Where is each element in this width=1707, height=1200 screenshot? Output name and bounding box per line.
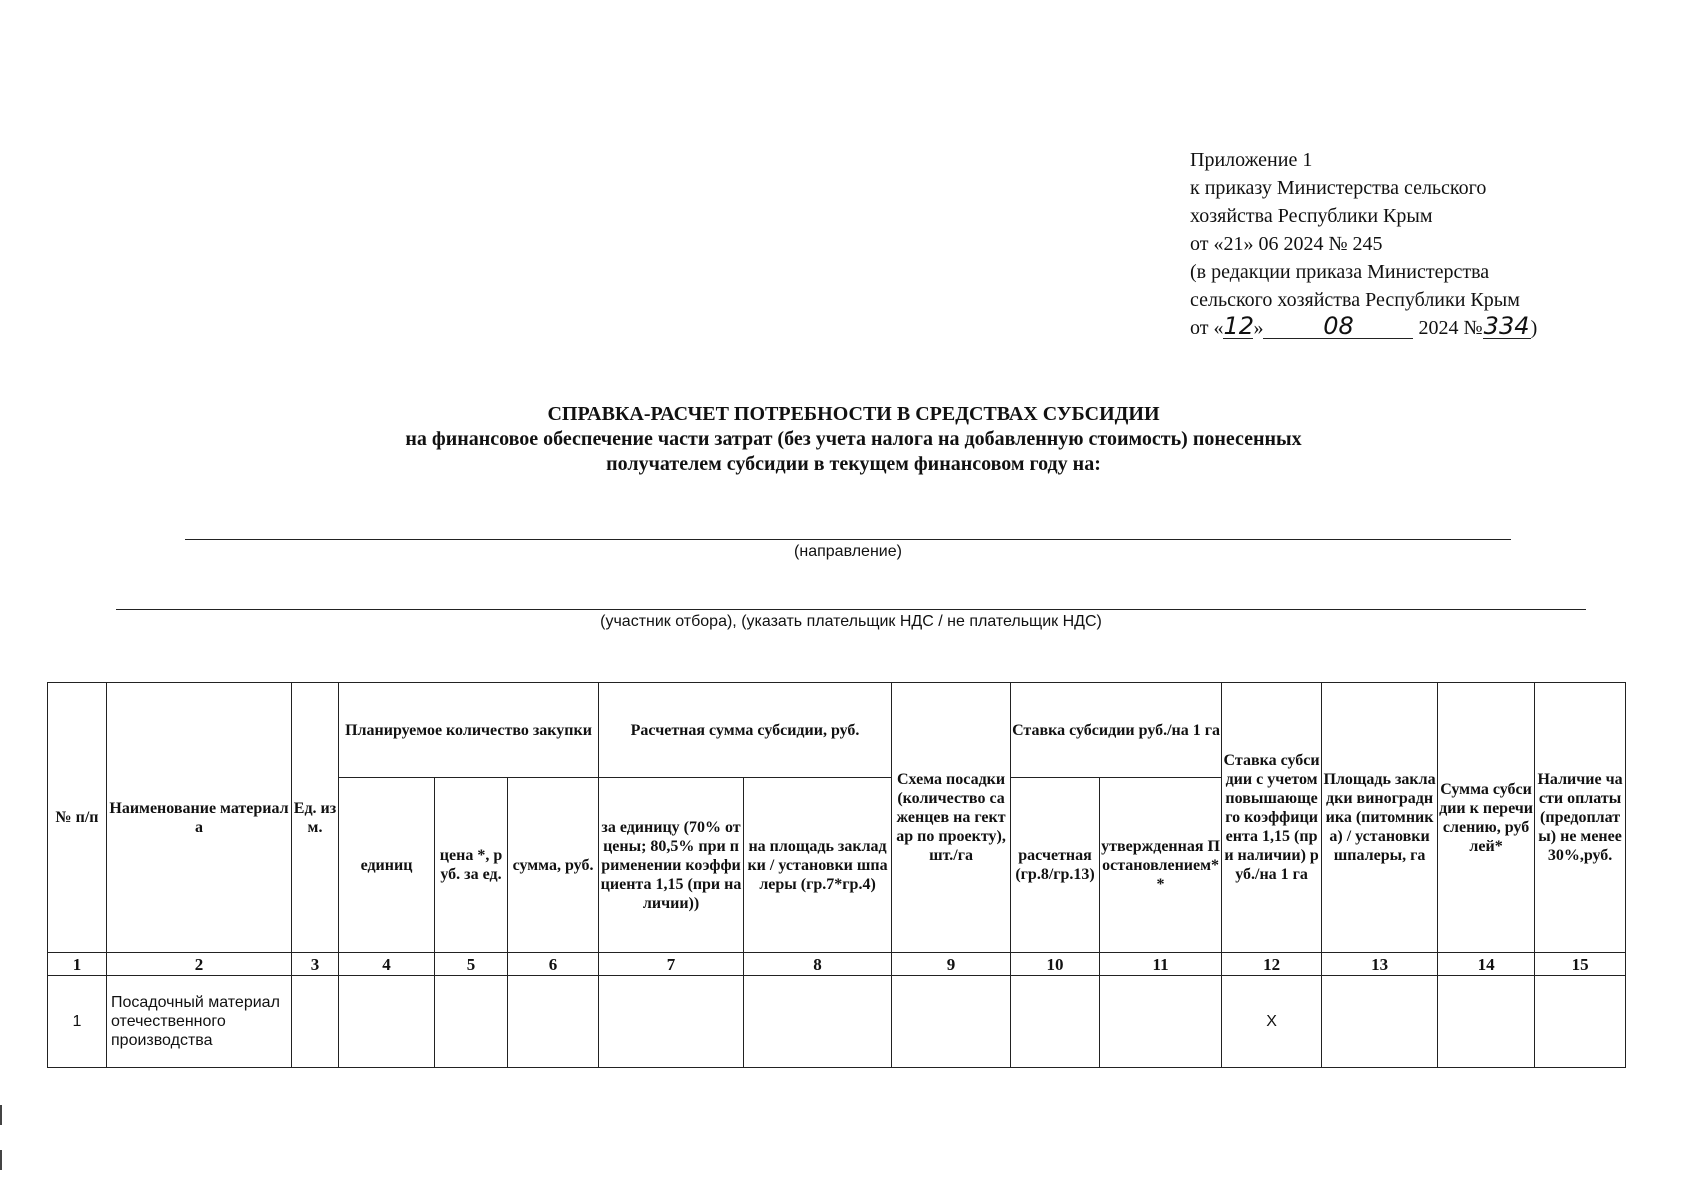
appendix-line: хозяйства Республики Крым [1190,205,1433,227]
appendix-amendment-date [1190,314,1670,342]
scan-margin-mark [0,1150,2,1170]
header-subsidy-rate: Ставка субсидии руб./на 1 га [1011,683,1222,778]
column-number: 1 [48,953,107,976]
direction-caption: (направление) [794,543,902,560]
header-rate-approved: утвержденная Постановлением** [1100,778,1222,953]
header-rate-calculated: расчетная (гр.8/гр.13) [1011,778,1100,953]
row-rate-with-coefficient: Х [1222,976,1322,1068]
column-number: 4 [339,953,435,976]
column-number: 15 [1535,953,1626,976]
column-number: 11 [1100,953,1222,976]
column-number: 10 [1011,953,1100,976]
column-number: 2 [107,953,292,976]
row-number: 1 [48,976,107,1068]
column-number: 6 [508,953,599,976]
header-units: единиц [339,778,435,953]
header-per-unit: за единицу (70% от цены; 80,5% при применении коэффициента 1,15 (при наличии)) [599,778,744,953]
handwritten-month: 08 [1263,314,1413,339]
header-area: Площадь закладки виноградника (питомника) / установки шпалеры, га [1322,683,1438,953]
header-calculated-sum: Расчетная сумма субсидии, руб. [599,683,892,778]
header-planned-quantity: Планируемое количество закупки [339,683,599,778]
column-number: 13 [1322,953,1438,976]
header-planting-scheme: Схема посадки (количество саженцев на гектар по проекту), шт./га [892,683,1011,953]
table-cell [1535,976,1626,1068]
row-material-name: Посадочный материал отечественного производства [107,976,292,1068]
appendix-line: Приложение 1 [1190,149,1313,171]
title-line-3: получателем субсидии в текущем финансовом году на: [606,453,1101,475]
header-subsidy-sum: Сумма субсидии к перечислению, рублей* [1438,683,1535,953]
table-cell [292,976,339,1068]
header-row-1 [48,683,1626,778]
date-year: 2024 [1418,317,1459,339]
header-num: № п/п [48,683,107,953]
table-cell [1438,976,1535,1068]
table-cell [339,976,435,1068]
number-prefix: № [1463,317,1483,339]
header-prepayment: Наличие части оплаты (предоплаты) не менее 30%,руб. [1535,683,1626,953]
header-per-area: на площадь закладки / установки шпалеры (гр.7*гр.4) [744,778,892,953]
direction-fill-line [185,539,1511,540]
participant-caption: (участник отбора), (указать плательщик НДС / не плательщик НДС) [600,613,1102,630]
header-price: цена *, руб. за ед. [435,778,508,953]
appendix-line: от «21» 06 2024 № 245 [1190,233,1383,255]
participant-fill-line [116,609,1586,610]
subsidy-calculation-table [47,682,1626,1068]
title-line-1: СПРАВКА-РАСЧЕТ ПОТРЕБНОСТИ В СРЕДСТВАХ СУБСИДИИ [547,403,1160,425]
table-cell [599,976,744,1068]
handwritten-number: 334 [1483,312,1530,340]
handwritten-day: 12 [1223,312,1255,340]
header-amount: сумма, руб. [508,778,599,953]
column-number: 5 [435,953,508,976]
appendix-line: сельского хозяйства Республики Крым [1190,289,1520,311]
header-unit: Ед. изм. [292,683,339,953]
table-row [48,976,1626,1068]
table-cell [435,976,508,1068]
date-day-close: » [1253,317,1264,339]
appendix-block [1190,146,1670,342]
column-number: 14 [1438,953,1535,976]
date-suffix: ) [1530,317,1538,339]
header-rate-with-coefficient: Ставка субсидии с учетом повышающего коэффициента 1,15 (при наличии) руб./на 1 га [1222,683,1322,953]
table-cell [892,976,1011,1068]
table-cell [744,976,892,1068]
table-cell [508,976,599,1068]
appendix-line: (в редакции приказа Министерства [1190,261,1490,283]
document-title [0,402,1707,477]
appendix-line: к приказу Министерства сельского [1190,177,1487,199]
column-number: 8 [744,953,892,976]
table-cell [1322,976,1438,1068]
column-number: 7 [599,953,744,976]
column-number: 9 [892,953,1011,976]
scan-margin-mark [0,1105,2,1125]
title-line-2: на финансовое обеспечение части затрат (без учета налога на добавленную стоимость) понесенных [405,428,1302,450]
column-number: 3 [292,953,339,976]
date-prefix: от « [1190,317,1224,339]
column-number: 12 [1222,953,1322,976]
column-number-row [48,953,1626,976]
header-name: Наименование материала [107,683,292,953]
table-cell [1100,976,1222,1068]
table-cell [1011,976,1100,1068]
